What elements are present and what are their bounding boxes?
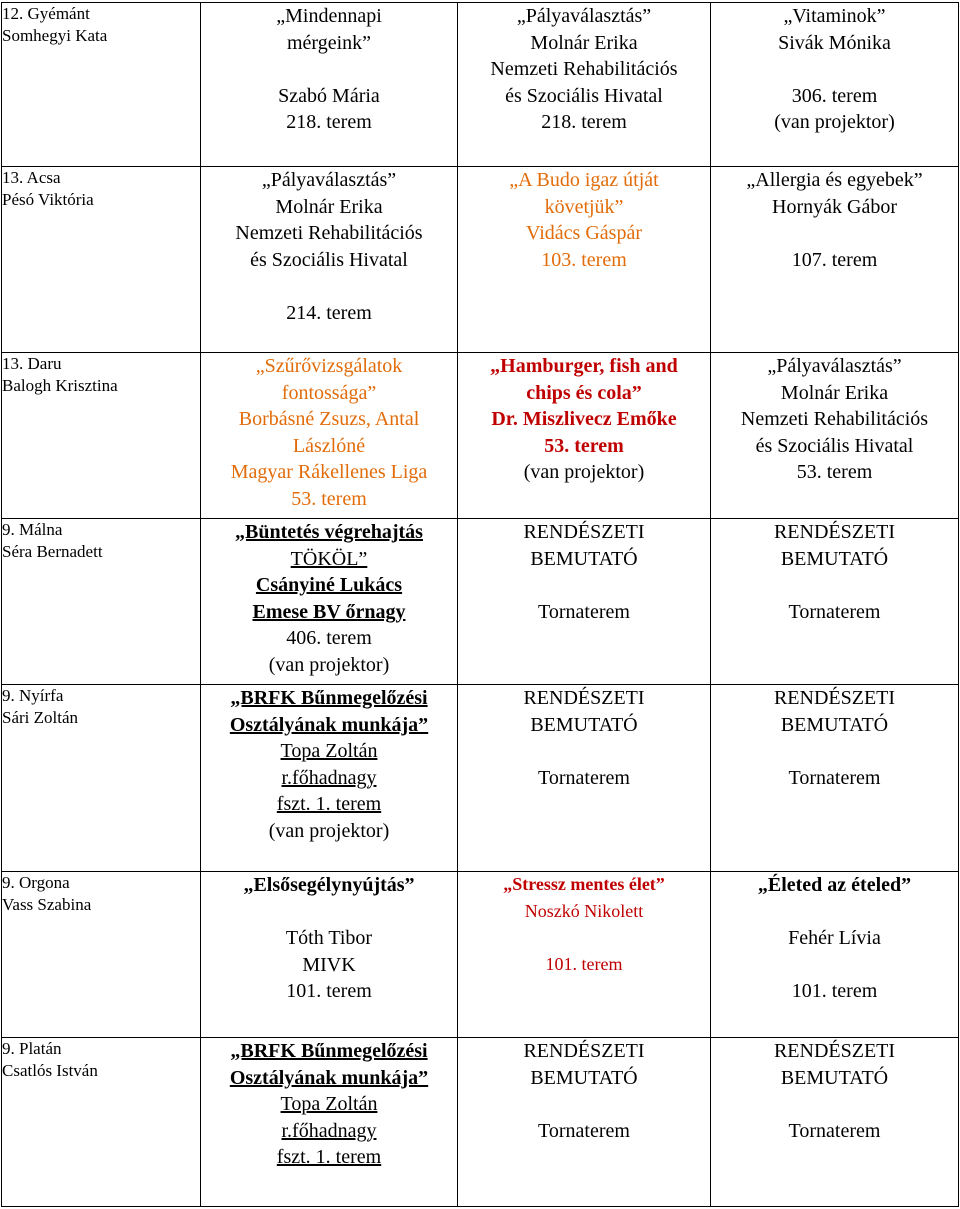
- session-title: Osztályának munkája”: [229, 1066, 429, 1089]
- session-cell: [458, 519, 711, 685]
- table-row: [2, 872, 959, 1038]
- session-room: 218. terem: [541, 111, 627, 133]
- session-note: (van projektor): [268, 653, 390, 676]
- session-room: Tornaterem: [788, 1119, 881, 1142]
- session-room: 214. terem: [286, 301, 372, 324]
- session-cell: [711, 872, 959, 1038]
- session-title: „Elsősegélynyújtás”: [243, 874, 415, 896]
- session-organization: és Szociális Hivatal: [250, 248, 408, 271]
- session-title: „Pályaválasztás”: [261, 169, 397, 191]
- session-title: „Vitaminok”: [783, 5, 886, 27]
- session-presenter: Borbásné Zsuzs, Antal: [238, 408, 420, 430]
- spacer: [711, 220, 958, 247]
- session-cell: [458, 872, 711, 1038]
- class-cell: [2, 872, 201, 1038]
- session-cell: [201, 3, 458, 167]
- table-row: [2, 519, 959, 685]
- session-presenter: Molnár Erika: [780, 381, 889, 404]
- session-cell: [458, 1038, 711, 1207]
- session-cell: [458, 685, 711, 872]
- spacer: [711, 572, 958, 599]
- class-cell: [2, 167, 201, 353]
- session-room: fszt. 1. terem: [276, 1146, 382, 1168]
- spacer: [711, 56, 958, 83]
- class-cell: [2, 519, 201, 685]
- session-title: mérgeink”: [286, 31, 372, 54]
- spacer: [201, 56, 457, 83]
- session-presenter: Hornyák Gábor: [772, 195, 897, 218]
- table-row: [2, 685, 959, 872]
- session-presenter: Molnár Erika: [530, 31, 638, 54]
- session-room: 101. terem: [286, 980, 372, 1002]
- session-title: „Allergia és egyebek”: [746, 169, 923, 191]
- session-title: Osztályának munkája”: [229, 713, 429, 736]
- session-room: Tornaterem: [538, 1119, 630, 1142]
- session-title: „BRFK Bűnmegelőzési: [230, 687, 428, 709]
- session-cell: [711, 519, 959, 685]
- session-room: 406. terem: [286, 627, 372, 649]
- spacer: [458, 738, 710, 765]
- session-cell: [201, 519, 458, 685]
- session-presenter: Lászlóné: [292, 434, 366, 457]
- session-title: „Pályaválasztás”: [767, 355, 902, 377]
- session-presenter: Topa Zoltán: [280, 740, 378, 762]
- session-presenter: r.főhadnagy: [281, 766, 377, 789]
- session-title: „Szűrővizsgálatok: [255, 355, 403, 377]
- session-presenter: Dr. Miszlivecz Emőke: [491, 408, 677, 430]
- session-title: RENDÉSZETI: [773, 1040, 896, 1062]
- session-title: „Mindennapi: [276, 5, 382, 27]
- session-room: 218. terem: [286, 111, 372, 133]
- session-room: 53. terem: [796, 461, 873, 483]
- session-room: 53. terem: [291, 487, 367, 510]
- class-teacher: Séra Bernadett: [2, 542, 103, 561]
- session-room: 101. terem: [545, 953, 623, 974]
- session-title: BEMUTATÓ: [530, 713, 638, 736]
- session-room: Tornaterem: [538, 766, 630, 789]
- class-name: 12. Gyémánt: [2, 4, 90, 23]
- class-cell: [2, 1038, 201, 1207]
- session-cell: [458, 3, 711, 167]
- session-cell: [201, 685, 458, 872]
- session-presenter: Emese BV őrnagy: [252, 600, 406, 623]
- spacer: [458, 925, 710, 952]
- session-title: RENDÉSZETI: [523, 1040, 645, 1062]
- class-teacher: Csatlós István: [2, 1061, 98, 1080]
- session-cell: [711, 3, 959, 167]
- session-title: BEMUTATÓ: [780, 1066, 889, 1089]
- spacer: [711, 952, 958, 979]
- session-organization: Magyar Rákellenes Liga: [230, 461, 428, 483]
- session-presenter: Vidács Gáspár: [526, 222, 642, 244]
- session-note: (van projektor): [268, 819, 390, 842]
- session-cell: [711, 1038, 959, 1207]
- spacer: [458, 1091, 710, 1118]
- session-title: „Életed az ételed”: [757, 874, 912, 896]
- spacer: [711, 1091, 958, 1118]
- spacer: [201, 273, 457, 300]
- session-cell: [201, 353, 458, 519]
- session-title: RENDÉSZETI: [773, 521, 896, 543]
- class-name: 9. Málna: [2, 520, 63, 539]
- class-cell: [2, 3, 201, 167]
- session-presenter: Fehér Lívia: [788, 927, 881, 949]
- class-name: 13. Acsa: [2, 168, 61, 187]
- session-cell: [201, 872, 458, 1038]
- session-cell: [201, 1038, 458, 1207]
- session-room: Tornaterem: [538, 600, 630, 623]
- session-title: „Hamburger, fish and: [490, 355, 678, 377]
- class-teacher: Balogh Krisztina: [2, 376, 118, 395]
- session-title: „Pályaválasztás”: [516, 5, 652, 27]
- session-title: RENDÉSZETI: [523, 687, 645, 709]
- schedule-table: [1, 2, 959, 1207]
- class-name: 13. Daru: [2, 354, 62, 373]
- session-cell: [711, 353, 959, 519]
- session-presenter: Topa Zoltán: [280, 1093, 378, 1115]
- session-room: 103. terem: [541, 248, 627, 271]
- table-row: [2, 353, 959, 519]
- session-title: BEMUTATÓ: [780, 713, 889, 736]
- session-presenter: Szabó Mária: [278, 84, 380, 107]
- class-name: 9. Orgona: [2, 873, 70, 892]
- session-cell: [711, 685, 959, 872]
- table-row: [2, 3, 959, 167]
- table-row: [2, 167, 959, 353]
- session-title: chips és cola”: [526, 381, 642, 404]
- session-presenter: Csányiné Lukács: [255, 574, 403, 596]
- session-title: követjük”: [544, 195, 624, 218]
- session-room: fszt. 1. terem: [276, 793, 382, 815]
- class-cell: [2, 353, 201, 519]
- session-title: TÖKÖL”: [290, 547, 368, 570]
- session-title: RENDÉSZETI: [523, 521, 645, 543]
- session-cell: [711, 167, 959, 353]
- session-note: (van projektor): [774, 111, 895, 133]
- session-organization: MIVK: [302, 953, 356, 976]
- session-note: (van projektor): [523, 461, 645, 483]
- session-title: „BRFK Bűnmegelőzési: [230, 1040, 428, 1062]
- session-cell: [201, 167, 458, 353]
- session-room: 53. terem: [544, 434, 624, 457]
- session-presenter: Tóth Tibor: [285, 927, 373, 949]
- session-title: „A Budo igaz útját: [509, 169, 659, 191]
- session-title: fontossága”: [281, 381, 377, 404]
- session-presenter: Sivák Mónika: [778, 31, 891, 54]
- session-presenter: Noszkó Nikolett: [524, 900, 644, 921]
- session-title: BEMUTATÓ: [530, 1066, 638, 1089]
- session-presenter: r.főhadnagy: [281, 1119, 377, 1142]
- session-title: BEMUTATÓ: [530, 547, 638, 570]
- class-name: 9. Nyírfa: [2, 686, 64, 705]
- session-cell: [458, 167, 711, 353]
- session-organization: és Szociális Hivatal: [755, 434, 914, 457]
- session-organization: Nemzeti Rehabilitációs: [740, 408, 929, 430]
- class-cell: [2, 685, 201, 872]
- session-organization: Nemzeti Rehabilitációs: [235, 222, 423, 244]
- class-teacher: Somhegyi Kata: [2, 26, 108, 45]
- session-room: Tornaterem: [788, 766, 881, 789]
- class-teacher: Sári Zoltán: [2, 708, 79, 727]
- session-organization: Nemzeti Rehabilitációs: [490, 58, 678, 80]
- session-title: BEMUTATÓ: [780, 547, 889, 570]
- session-room: Tornaterem: [788, 600, 881, 623]
- class-teacher: Pésó Viktória: [2, 190, 94, 209]
- session-title: RENDÉSZETI: [773, 687, 896, 709]
- session-presenter: Molnár Erika: [275, 195, 383, 218]
- session-room: 107. terem: [791, 248, 878, 271]
- class-teacher: Vass Szabina: [2, 895, 92, 914]
- session-room: 101. terem: [791, 980, 878, 1002]
- session-title: „Stressz mentes élet”: [503, 874, 665, 894]
- spacer: [458, 572, 710, 599]
- spacer: [711, 899, 958, 926]
- class-name: 9. Platán: [2, 1039, 62, 1058]
- session-room: 306. terem: [791, 84, 878, 107]
- session-cell: [458, 353, 711, 519]
- session-title: „Büntetés végrehajtás: [235, 521, 423, 543]
- spacer: [201, 899, 457, 926]
- spacer: [711, 738, 958, 765]
- session-organization: és Szociális Hivatal: [505, 84, 663, 107]
- table-row: [2, 1038, 959, 1207]
